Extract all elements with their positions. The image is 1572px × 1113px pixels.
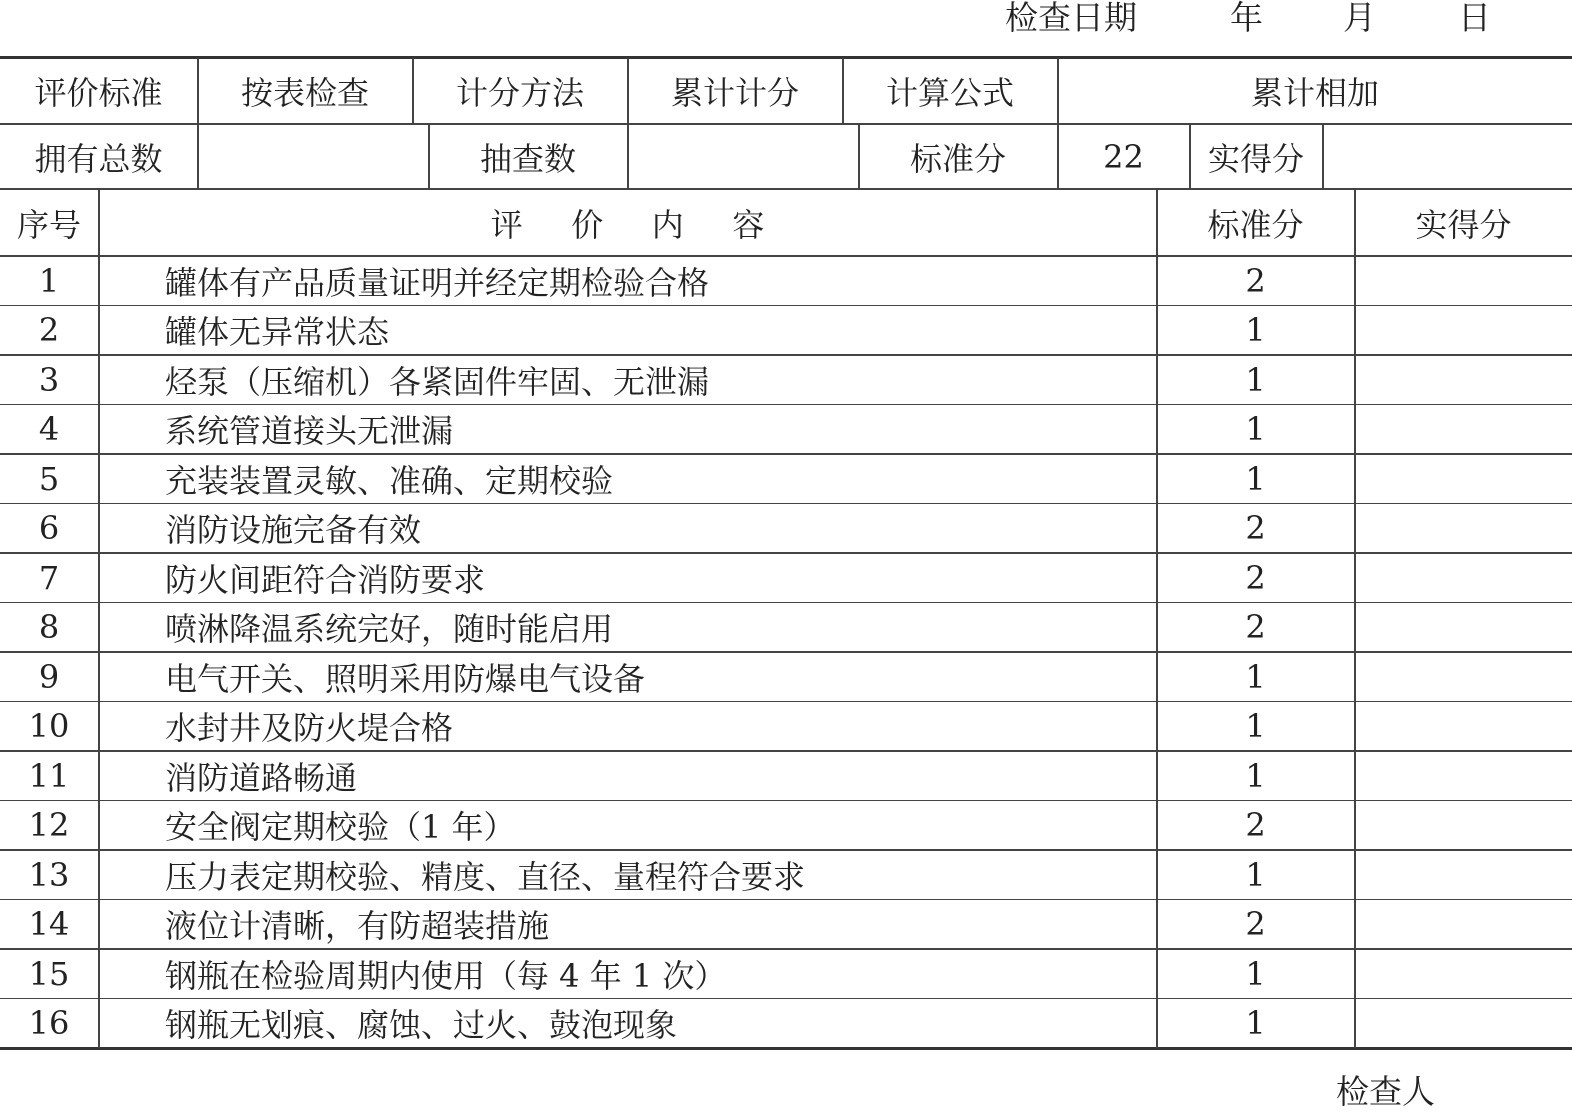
row-std-score: 2 [1245,608,1266,647]
row-no: 12 [28,806,70,845]
date-label: 检查日期 [1005,0,1137,37]
row-actual-score [1355,949,1572,999]
row-no: 15 [28,954,70,993]
row-actual-score [1355,256,1572,306]
row-actual-score [1355,801,1572,851]
row-actual-score [1355,751,1572,801]
row-content: 防火间距符合消防要求 [165,560,486,599]
row-std-score: 1 [1245,410,1266,449]
row-actual-score [1355,900,1572,950]
criteria-label: 评价标准 [34,74,163,112]
row-no: 14 [28,905,70,944]
row-content: 液位计清晰，有防超装措施 [165,907,550,946]
inspector-label: 检查人 [1336,1072,1435,1111]
std-score-value: 22 [1103,137,1144,176]
row-content: 罐体有产品质量证明并经定期检验合格 [165,263,710,302]
actual-score-label: 实得分 [1207,139,1304,178]
row-no: 11 [28,756,70,795]
row-std-score: 2 [1245,905,1266,944]
row-content: 喷淋降温系统完好，随时能启用 [165,610,614,649]
row-actual-score [1355,702,1572,752]
row-content: 压力表定期校验、精度、直径、量程符合要求 [165,857,806,896]
row-content: 钢瓶在检验周期内使用（每 4 年 1 次） [165,956,727,995]
std-score-label: 标准分 [909,139,1006,178]
criteria-value: 按表检查 [240,74,369,112]
row-actual-score [1355,850,1572,900]
inspection-date-line [0,0,1572,40]
row-no: 2 [38,311,60,350]
method-value: 累计计分 [670,74,799,112]
sample-label: 抽查数 [479,139,576,178]
row-no: 9 [38,657,60,696]
month-label: 月 [1343,0,1376,37]
row-actual-score [1355,603,1572,653]
header-content: 评 价 内 容 [490,205,784,244]
row-no: 8 [38,608,60,647]
row-content: 安全阀定期校验（1 年） [165,808,516,847]
row-no: 1 [38,261,60,300]
method-label: 计分方法 [455,74,584,112]
row-std-score: 1 [1245,360,1266,399]
year-label: 年 [1230,0,1263,37]
actual-score-value [1323,125,1572,188]
row-content: 充装装置灵敏、准确、定期校验 [165,461,614,500]
row-content: 罐体无异常状态 [165,313,390,352]
row-content: 电气开关、照明采用防爆电气设备 [165,659,646,698]
row-content: 系统管道接头无泄漏 [165,412,454,451]
row-std-score: 1 [1245,1004,1266,1043]
header-actual-score: 实得分 [1415,205,1512,244]
sample-value [628,125,858,188]
row-actual-score [1355,454,1572,504]
row-actual-score [1355,999,1572,1049]
row-std-score: 2 [1245,558,1266,597]
row-content: 消防道路畅通 [165,758,358,797]
row-actual-score [1355,553,1572,603]
row-std-score: 2 [1245,261,1266,300]
row-no: 7 [38,558,60,597]
row-content: 消防设施完备有效 [165,511,422,550]
header-std-score: 标准分 [1207,205,1304,244]
row-std-score: 1 [1245,954,1266,993]
header-no: 序号 [16,205,81,244]
row-content: 烃泵（压缩机）各紧固件牢固、无泄漏 [165,362,710,401]
row-std-score: 1 [1245,311,1266,350]
row-content: 钢瓶无划痕、腐蚀、过火、鼓泡现象 [165,1006,678,1045]
row-no: 13 [28,855,70,894]
row-no: 4 [38,410,60,449]
row-no: 5 [38,459,60,498]
formula-value: 累计相加 [1250,74,1379,112]
row-no: 10 [28,707,70,746]
total-label: 拥有总数 [34,139,163,178]
day-label: 日 [1458,0,1491,37]
row-no: 16 [28,1004,70,1043]
row-actual-score [1355,306,1572,356]
row-actual-score [1355,504,1572,554]
row-actual-score [1355,405,1572,455]
row-std-score: 1 [1245,657,1266,696]
total-value [198,125,428,188]
row-std-score: 1 [1245,707,1266,746]
row-no: 6 [38,509,60,548]
row-std-score: 1 [1245,459,1266,498]
row-content: 水封井及防火堤合格 [165,709,454,748]
row-actual-score [1355,652,1572,702]
row-std-score: 2 [1245,509,1266,548]
row-std-score: 1 [1245,855,1266,894]
row-std-score: 2 [1245,806,1266,845]
formula-label: 计算公式 [885,74,1014,112]
row-actual-score [1355,355,1572,405]
row-std-score: 1 [1245,756,1266,795]
row-no: 3 [38,360,60,399]
